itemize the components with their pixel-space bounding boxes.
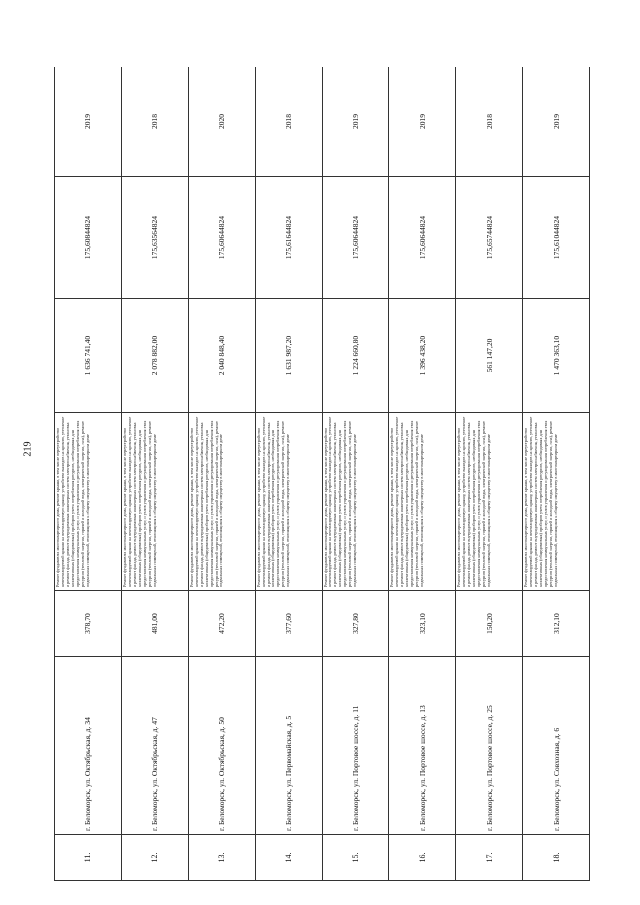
repair-cost: 1 470 363,10 [523,299,590,413]
table-row [456,67,523,881]
repair-cost: 561 147,20 [456,299,523,413]
repair-year: 2018 [255,67,322,177]
house-address: г. Беломорск, ул. Совхозная, д. 6 [523,657,590,835]
repair-year: 2019 [389,67,456,177]
repair-cost: 1 631 987,20 [255,299,322,413]
table-row [188,67,255,881]
repair-program-table [54,67,590,881]
table-row [389,67,456,881]
house-area: 481,00 [121,591,188,657]
house-address: г. Беломорск, ул. Октябрьская, д. 50 [188,657,255,835]
table-row [55,67,122,881]
row-number: 17. [456,835,523,881]
repair-cost: 1 636 741,40 [55,299,122,413]
house-address: г. Беломорск, ул. Октябрьская, д. 34 [55,657,122,835]
works-list: Ремонт фундамента многоквартирного дома, ремонт крыши, в том числе переустройство невентилируемой крыши на вентилируемую крышу, устройство выходов на кровлю, утепление и ремонт фасада, ремонт внутридомовых инженерных систем электроснабжения, установка коллективных (общедомовых) приборов учета потребления ресурсов, необходимых для предоставления коммунальных услуг, и узлов управления и регулирования потребления этих ресурсов (тепловой энергии, горячей и холодной воды, электрической энергии, газа), ремонт подвальных помещений, относящихся к общему имуществу в многоквартирном доме [188,413,255,591]
cadastral-number: 175,65744824 [456,177,523,299]
house-area: 323,10 [389,591,456,657]
works-list: Ремонт фундамента многоквартирного дома, ремонт крыши, в том числе переустройство невентилируемой крыши на вентилируемую крышу, устройство выходов на кровлю, утепление и ремонт фасада, ремонт внутридомовых инженерных систем электроснабжения, установка коллективных (общедомовых) приборов учета потребления ресурсов, необходимых для предоставления коммунальных услуг, и узлов управления и регулирования потребления этих ресурсов (тепловой энергии, горячей и холодной воды, электрической энергии, газа), ремонт подвальных помещений, относящихся к общему имуществу в многоквартирном доме [523,413,590,591]
table-row [121,67,188,881]
works-list: Ремонт фундамента многоквартирного дома, ремонт крыши, в том числе переустройство невентилируемой крыши на вентилируемую крышу, устройство выходов на кровлю, утепление и ремонт фасада, ремонт внутридомовых инженерных систем электроснабжения, установка коллективных (общедомовых) приборов учета потребления ресурсов, необходимых для предоставления коммунальных услуг, и узлов управления и регулирования потребления этих ресурсов (тепловой энергии, горячей и холодной воды, электрической энергии, газа), ремонт подвальных помещений, относящихся к общему имуществу в многоквартирном доме [255,413,322,591]
house-area: 378,70 [55,591,122,657]
house-area: 327,80 [322,591,389,657]
table-row [322,67,389,881]
row-number: 11. [55,835,122,881]
house-address: г. Беломорск, ул. Октябрьская, д. 47 [121,657,188,835]
house-address: г. Беломорск, ул. Первомайская, д. 5 [255,657,322,835]
page-number: 219 [22,441,34,457]
rotated-page [54,67,590,881]
table-row [255,67,322,881]
cadastral-number: 175,61644824 [255,177,322,299]
repair-year: 2018 [456,67,523,177]
repair-cost: 1 396 438,20 [389,299,456,413]
cadastral-number: 175,60644824 [389,177,456,299]
row-number: 15. [322,835,389,881]
house-address: г. Беломорск, ул. Портовое шоссе, д. 13 [389,657,456,835]
cadastral-number: 175,63564824 [121,177,188,299]
row-number: 14. [255,835,322,881]
works-list: Ремонт фундамента многоквартирного дома, ремонт крыши, в том числе переустройство невентилируемой крыши на вентилируемую крышу, устройство выходов на кровлю, утепление и ремонт фасада, ремонт внутридомовых инженерных систем электроснабжения, установка коллективных (общедомовых) приборов учета потребления ресурсов, необходимых для предоставления коммунальных услуг, и узлов управления и регулирования потребления этих ресурсов (тепловой энергии, горячей и холодной воды, электрической энергии, газа), ремонт подвальных помещений, относящихся к общему имуществу в многоквартирном доме [322,413,389,591]
repair-year: 2020 [188,67,255,177]
table-row [523,67,590,881]
house-address: г. Беломорск, ул. Портовое шоссе, д. 25 [456,657,523,835]
house-area: 377,60 [255,591,322,657]
cadastral-number: 175,61044824 [523,177,590,299]
repair-cost: 1 224 660,80 [322,299,389,413]
cadastral-number: 175,60644824 [188,177,255,299]
row-number: 18. [523,835,590,881]
row-number: 16. [389,835,456,881]
repair-cost: 2 040 848,40 [188,299,255,413]
row-number: 12. [121,835,188,881]
repair-year: 2019 [523,67,590,177]
house-address: г. Беломорск, ул. Портовое шоссе, д. 11 [322,657,389,835]
works-list: Ремонт фундамента многоквартирного дома, ремонт крыши, в том числе переустройство невентилируемой крыши на вентилируемую крышу, устройство выходов на кровлю, утепление и ремонт фасада, ремонт внутридомовых инженерных систем электроснабжения, установка коллективных (общедомовых) приборов учета потребления ресурсов, необходимых для предоставления коммунальных услуг, и узлов управления и регулирования потребления этих ресурсов (тепловой энергии, горячей и холодной воды, электрической энергии, газа), ремонт подвальных помещений, относящихся к общему имуществу в многоквартирном доме [389,413,456,591]
house-area: 312,10 [523,591,590,657]
repair-year: 2018 [121,67,188,177]
cadastral-number: 175,60644824 [322,177,389,299]
works-list: Ремонт фундамента многоквартирного дома, ремонт крыши, в том числе переустройство невентилируемой крыши на вентилируемую крышу, устройство выходов на кровлю, утепление и ремонт фасада, ремонт внутридомовых инженерных систем электроснабжения, установка коллективных (общедомовых) приборов учета потребления ресурсов, необходимых для предоставления коммунальных услуг, и узлов управления и регулирования потребления этих ресурсов (тепловой энергии, горячей и холодной воды, электрической энергии, газа), ремонт подвальных помещений, относящихся к общему имуществу в многоквартирном доме [456,413,523,591]
repair-year: 2019 [55,67,122,177]
house-area: 472,20 [188,591,255,657]
repair-year: 2019 [322,67,389,177]
row-number: 13. [188,835,255,881]
cadastral-number: 175,60844824 [55,177,122,299]
document-table-area [54,67,590,881]
repair-cost: 2 078 882,00 [121,299,188,413]
house-area: 150,20 [456,591,523,657]
works-list: Ремонт фундамента многоквартирного дома, ремонт крыши, в том числе переустройство невентилируемой крыши на вентилируемую крышу, устройство выходов на кровлю, утепление и ремонт фасада, ремонт внутридомовых инженерных систем электроснабжения, установка коллективных (общедомовых) приборов учета потребления ресурсов, необходимых для предоставления коммунальных услуг, и узлов управления и регулирования потребления этих ресурсов (тепловой энергии, горячей и холодной воды, электрической энергии, газа), ремонт подвальных помещений, относящихся к общему имуществу в многоквартирном доме [121,413,188,591]
works-list: Ремонт фундамента многоквартирного дома, ремонт крыши, в том числе переустройство невентилируемой крыши на вентилируемую крышу, устройство выходов на кровлю, утепление и ремонт фасада, ремонт внутридомовых инженерных систем электроснабжения, установка коллективных (общедомовых) приборов учета потребления ресурсов, необходимых для предоставления коммунальных услуг, и узлов управления и регулирования потребления этих ресурсов (тепловой энергии, горячей и холодной воды, электрической энергии, газа), ремонт подвальных помещений, относящихся к общему имуществу в многоквартирном доме [55,413,122,591]
